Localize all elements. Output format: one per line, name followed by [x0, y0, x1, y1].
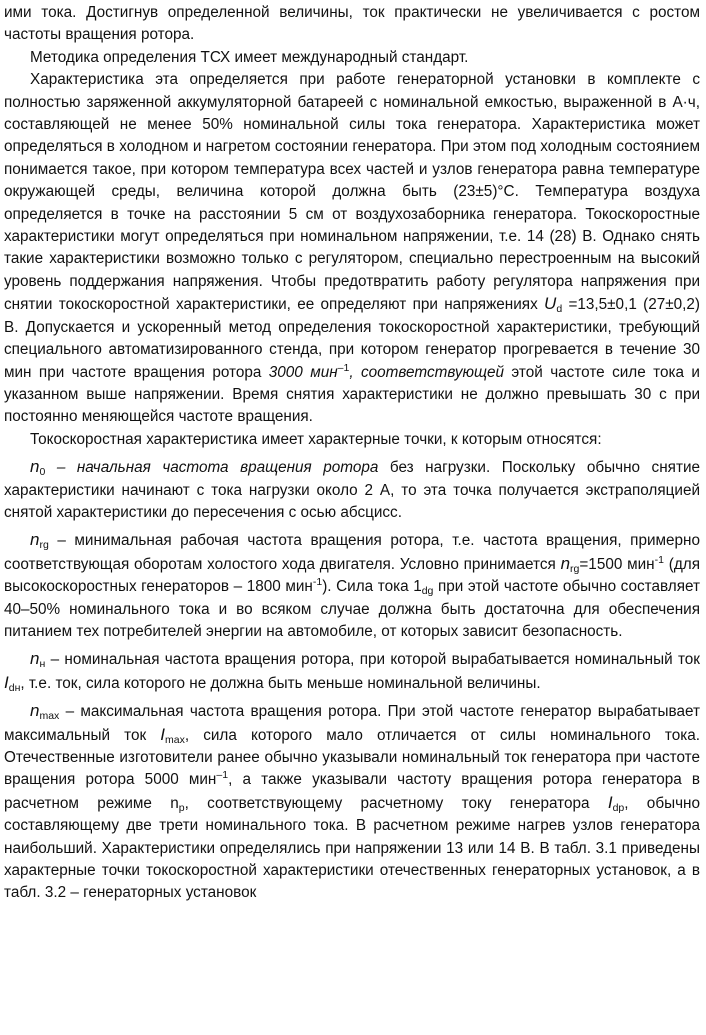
definition-nn	[4, 648, 700, 695]
n0-symbol: n	[30, 457, 40, 477]
np-subscript: p	[178, 801, 185, 814]
current-subscript: dg	[421, 585, 434, 598]
paragraph-characteristic-conditions	[4, 69, 700, 429]
current-symbol: I	[607, 792, 613, 812]
definition-nmax	[4, 700, 700, 905]
definition-n0	[4, 456, 700, 524]
paragraph-characteristic-points	[4, 429, 700, 451]
text: , обычно составляющему две трети номинального тока. В расчетном режиме нагрев узлов генератора наибольший. Характеристики определялись при напряжении 13 или 14 В. В табл. 3.1 приведены характерные точки токоскоростной характеристики отечественных генераторных установок, а в табл. 3.2 – генераторных установок	[4, 794, 700, 902]
text: , а также указывали частоту вращения ротора генератора в расчетном режиме n	[4, 771, 700, 812]
text: , соответствующему расчетному току генератора	[184, 794, 608, 812]
text: при этой частоте обычно составляет 40–50% номинального тока и во всяком случае должна быть достаточна для обеспечения питанием тех потребителей энергии на автомобиле, от которых зависит безопасность.	[4, 578, 700, 640]
current-symbol: I	[4, 672, 9, 692]
speed-value: 3000 мин	[268, 363, 338, 381]
paragraph-intro-continuation	[4, 2, 700, 47]
paragraph-method-standard	[4, 47, 700, 69]
voltage-symbol: U	[544, 294, 557, 314]
text: – минимальная рабочая частота вращения ротора, т.е. частота вращения, примерно соответствующая оборотам холостого хода двигателя. Условно принимается	[4, 532, 700, 573]
text: (для высокоскоростных генераторов – 1800 мин	[4, 555, 700, 596]
current-symbol: I	[160, 724, 165, 744]
text: Характеристика эта определяется при работе генераторной установки в комплекте с полностью заряженной аккумуляторной батареей с номинальной емкостью, выраженной в А·ч, составляющей не менее 50% номинальной силы тока генератора. Характеристика может определяться в холодном и нагретом состоянии генератора. При этом под холодным состоянием понимается такое, при котором температура всех частей и узлов генератора равна температуре окружающей среды, величина которой должна быть (23±5)°С. Температура воздуха определяется в точке на расстоянии 5 см от воздухозаборника генератора. Токоскоростные характеристики могут определяться при номинальном напряжении, т.е. 14 (28) В. Однако снять такие характеристики возможно только с регулятором, специально перестроенным на высокий уровень поддержания напряжения. Чтобы предотвратить работу регулятора напряжения при снятии токоскоростной характеристики, ее определяют при напряжениях	[4, 71, 700, 314]
current-subscript: dн	[8, 681, 21, 694]
text-italic: , соответствующей	[349, 363, 505, 381]
text: =13,5±0,1 (27±0,2) В. Допускается и ускоренный метод определения токоскоростной характеристики, требующий специального автоматизированного стенда, при котором генератор прогревается в течение 30 мин при частоте вращения ротора	[4, 296, 700, 381]
nn-symbol: n	[30, 649, 40, 669]
nmax-symbol: n	[30, 701, 40, 721]
text: без нагрузки. Поскольку обычно снятие характеристики начинают с тока нагрузки около 2 А, то эта точка получается экстраполяцией снятой характеристики до пересечения с осью абсцисс.	[4, 459, 700, 521]
voltage-subscript: d	[556, 303, 563, 316]
text: Токоскоростная характеристика имеет характерные точки, к которым относятся:	[30, 430, 602, 448]
text: – максимальная частота вращения ротора. При этой частоте генератор вырабатывает максимальный ток	[4, 703, 700, 744]
text: =1500 мин	[579, 555, 655, 573]
unit-exponent: –1	[216, 769, 229, 782]
document-page	[4, 2, 700, 905]
nn-subscript: н	[39, 658, 46, 671]
n0-subscript: 0	[39, 466, 46, 479]
nrg-subscript-inline: rg	[570, 562, 580, 575]
text: – номинальная частота вращения ротора, при которой вырабатывается номинальный ток	[45, 651, 700, 669]
nrg-symbol-inline: n	[560, 553, 571, 573]
text: , сила которого мало отличается от силы номинального тока. Отечественные изготовители ранее обычно указывали номинальный ток генератора при частоте вращения ротора 5000 мин	[4, 726, 700, 789]
nrg-symbol: n	[30, 530, 40, 550]
text: ими тока. Достигнув определенной величины, ток практически не увеличивается с ростом частоты вращения ротора.	[4, 4, 700, 44]
definition-nrg	[4, 529, 700, 643]
text: , т.е. ток, сила которого не должна быть меньше номинальной величины.	[20, 674, 541, 692]
n0-term: – начальная частота вращения ротора	[45, 459, 379, 477]
current-subscript: dp	[612, 801, 625, 814]
text: Методика определения ТСХ имеет международный стандарт.	[30, 48, 469, 66]
text: этой частоте силе тока и указанном выше напряжении. Время снятия характеристики не должно превышать 30 с при постоянно меняющейся частоте вращения.	[4, 363, 700, 426]
unit-exponent: -1	[312, 576, 323, 589]
current-subscript: max	[165, 733, 185, 746]
speed-unit-exponent: –1	[337, 361, 350, 374]
nmax-subscript: max	[39, 710, 60, 723]
text: ). Сила тока 1	[322, 578, 422, 596]
unit-exponent: -1	[654, 553, 664, 566]
nrg-subscript: rg	[39, 539, 49, 552]
